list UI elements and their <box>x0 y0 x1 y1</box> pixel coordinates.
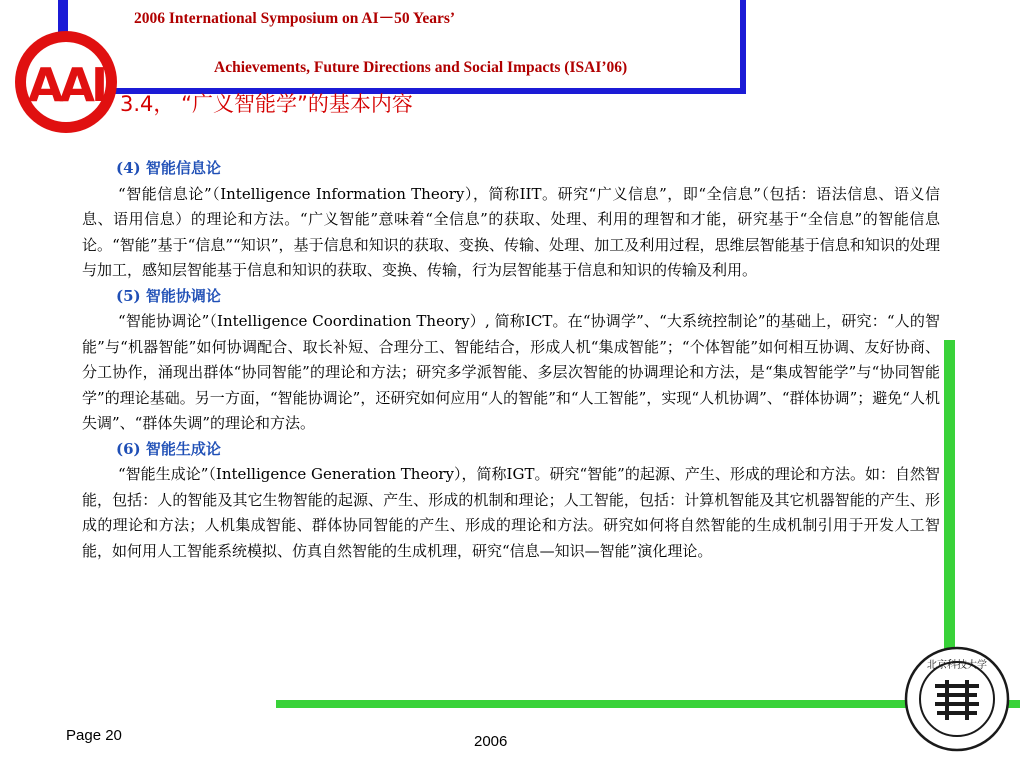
green-vertical-bar <box>944 340 955 656</box>
section-body-5: “智能协调论”（Intelligence Coordination Theory）, 简称ICT。在“协调学”、“大系统控制论”的基础上，研究：“人的智能”与“机器智能”如何协调配合、取长补短、合理分工、智能结合，形成人机“集成智能”；“个体智能”如何相互协调、友好协商、分工协作，涌现出群体“协同智能”的理论和方法；研究多学派智能、多层次智能的协调理论和方法，是“集成智能学”与“协同智能学”的理论基础。另一方面，“智能协调论”，还研究如何应用“人的智能”和“人工智能”，实现“人机协调”、“群体协调”；避免“人机失调”、“群体失调”的理论和方法。 <box>82 312 940 432</box>
section-heading-4: (4) 智能信息论 <box>116 159 221 177</box>
page-number: Page 20 <box>66 727 122 744</box>
section-heading-5: (5) 智能协调论 <box>116 286 221 305</box>
logo-text: AAI <box>27 58 105 112</box>
aai-logo-icon <box>12 28 120 136</box>
section-heading-6: (6) 智能生成论 <box>116 439 221 458</box>
seal-text: 北京科技大学 <box>927 660 987 671</box>
footer-year: 2006 <box>474 733 508 750</box>
header-line1: 2006 International Symposium on AI－50 Years’ <box>134 10 456 27</box>
section-body-6: “智能生成论”（Intelligence Generation Theory），简称IGT。研究“智能”的起源、产生、形成的理论和方法。如：自然智能，包括：人的智能及其它生物智能的起源、产生、形成的机制和理论；人工智能，包括：计算机智能及其它机器智能的产生、形成的理论和方法；人机集成智能、群体协同智能的产生、形成的理论和方法。研究如何将自然智能的生成机制引用于开发人工智能，如何用人工智能系统模拟、仿真自然智能的生成机理，研究“信息—知识—智能”演化理论。 <box>82 465 940 560</box>
header-line2: Achievements, Future Directions and Social Impacts (ISAI’06) <box>214 59 628 76</box>
slide-content <box>82 156 940 564</box>
blue-vertical-bar-right <box>740 0 746 94</box>
slide-title: 3.4， “广义智能学”的基本内容 <box>120 92 413 116</box>
section-body-4: “智能信息论”（Intelligence Information Theory），简称IIT。研究“广义信息”，即“全信息”（包括：语法信息、语义信息、语用信息）的理论和方法。“广义智能”意味着“全信息”的获取、处理、利用的理智和才能，研究基于“全信息”的智能信息论。“智能”基于“信息”“知识”，基于信息和知识的获取、变换、传输、处理、加工及利用过程，思维层智能基于信息和知识的处理与加工，感知层智能基于信息和知识的获取、变换、传输，行为层智能基于信息和知识的传输及利用。 <box>82 184 940 279</box>
university-seal-icon <box>904 646 1010 752</box>
